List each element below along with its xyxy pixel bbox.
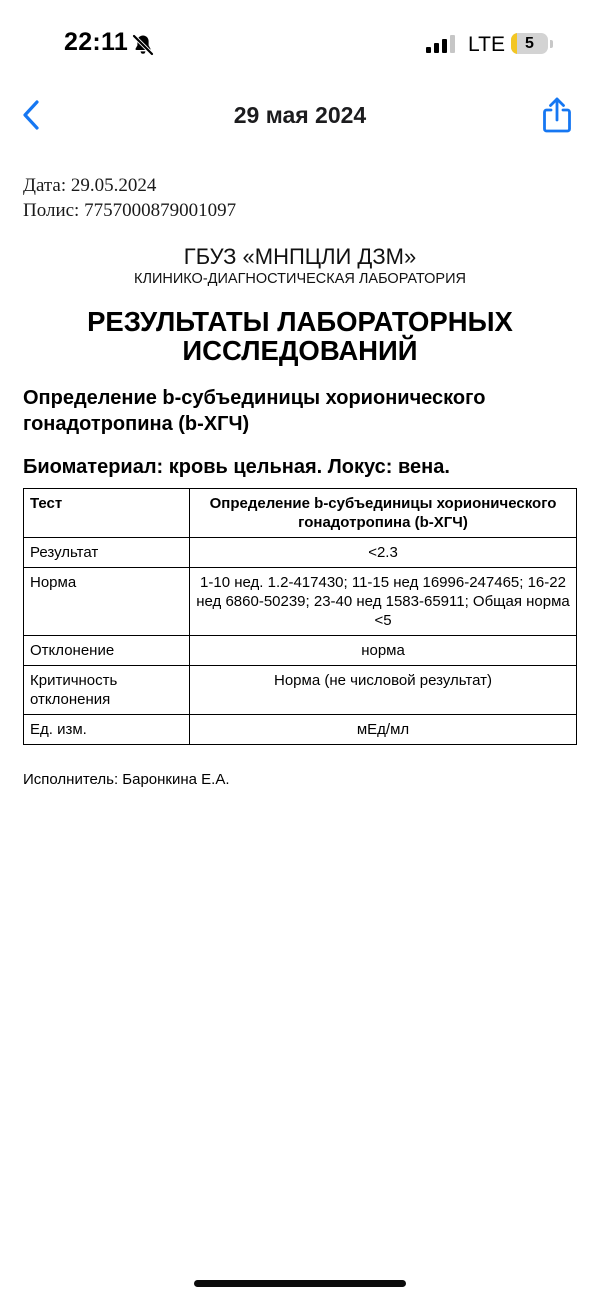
row-value-units: мЕд/мл bbox=[190, 715, 577, 745]
share-icon[interactable] bbox=[540, 96, 574, 134]
document-title: РЕЗУЛЬТАТЫ ЛАБОРАТОРНЫХ ИССЛЕДОВАНИЙ bbox=[87, 306, 513, 366]
organization-name: ГБУЗ «МНПЦЛИ ДЗМ» bbox=[183, 244, 417, 269]
table-header-value: Определение b-субъединицы хорионического гонадотропина (b-ХГЧ) bbox=[190, 489, 577, 538]
status-bar bbox=[0, 0, 600, 90]
results-table bbox=[23, 488, 577, 745]
row-label-units: Ед. изм. bbox=[24, 715, 190, 745]
bell-slash-icon bbox=[131, 33, 155, 57]
battery-percent: 5 bbox=[525, 35, 534, 52]
table-row bbox=[24, 568, 577, 636]
status-time: 22:11 bbox=[64, 28, 129, 56]
row-label-deviation: Отклонение bbox=[24, 636, 190, 666]
nav-title: 29 мая 2024 bbox=[233, 102, 367, 128]
biomaterial-line: Биоматериал: кровь цельная. Локус: вена. bbox=[23, 456, 450, 478]
row-label-criticality: Критичность отклонения bbox=[24, 666, 190, 715]
signal-strength-icon bbox=[426, 35, 456, 53]
row-value-deviation: норма bbox=[190, 636, 577, 666]
test-name: Определение b-субъединицы хорионического гонадотропина (b-ХГЧ) bbox=[23, 387, 486, 435]
home-indicator[interactable] bbox=[194, 1280, 406, 1287]
table-header-row bbox=[24, 489, 577, 538]
organization-subtitle: КЛИНИКО-ДИАГНОСТИЧЕСКАЯ ЛАБОРАТОРИЯ bbox=[134, 271, 466, 287]
row-label-result: Результат bbox=[24, 538, 190, 568]
table-row bbox=[24, 715, 577, 745]
table-row bbox=[24, 636, 577, 666]
table-header-label: Тест bbox=[24, 489, 190, 538]
table-row bbox=[24, 666, 577, 715]
performer: Исполнитель: Баронкина Е.А. bbox=[23, 771, 230, 788]
battery-indicator bbox=[511, 33, 549, 56]
table-row bbox=[24, 538, 577, 568]
document-meta bbox=[23, 173, 236, 223]
document-date: Дата: 29.05.2024 bbox=[23, 175, 157, 196]
row-value-result: <2.3 bbox=[190, 538, 577, 568]
row-label-norm: Норма bbox=[24, 568, 190, 636]
row-value-norm: 1-10 нед. 1.2-417430; 11-15 нед 16996-247465; 16-22 нед 6860-50239; 23-40 нед 1583-65911; Общая норма <5 bbox=[190, 568, 577, 636]
document-policy: Полис: 7757000879001097 bbox=[23, 200, 237, 221]
row-value-criticality: Норма (не числовой результат) bbox=[190, 666, 577, 715]
network-type: LTE bbox=[468, 33, 505, 56]
